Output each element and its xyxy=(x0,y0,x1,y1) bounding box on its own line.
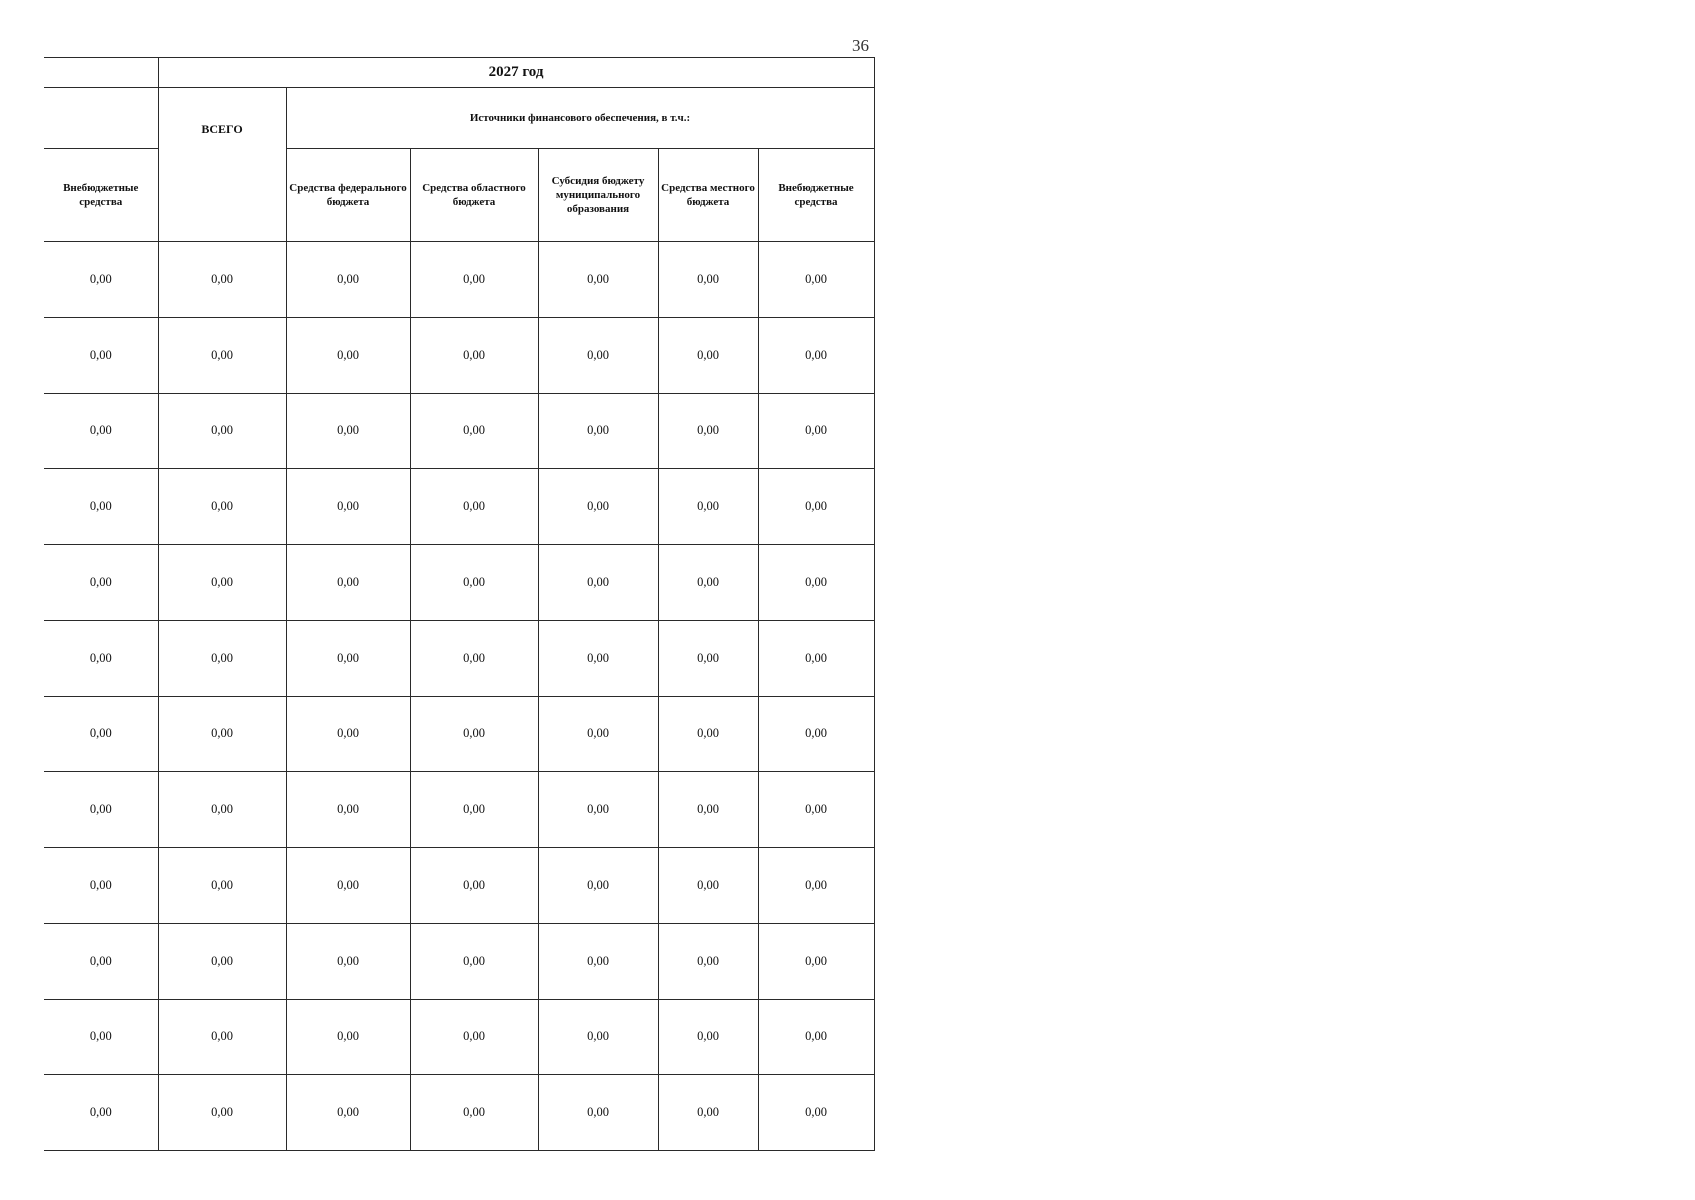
table-cell: 0,00 xyxy=(538,923,658,999)
column-header-federal: Средства федерального бюджета xyxy=(286,149,410,242)
table-cell: 0,00 xyxy=(538,393,658,469)
table-cell: 0,00 xyxy=(158,469,286,545)
table-cell: 0,00 xyxy=(286,469,410,545)
table-body xyxy=(44,242,874,1151)
table-cell: 0,00 xyxy=(44,393,158,469)
table-cell: 0,00 xyxy=(758,923,874,999)
funding-table-container xyxy=(44,57,874,1151)
table-cell: 0,00 xyxy=(538,848,658,924)
table-cell: 0,00 xyxy=(410,242,538,318)
table-cell: 0,00 xyxy=(286,923,410,999)
table-cell: 0,00 xyxy=(410,317,538,393)
table-header xyxy=(44,58,874,242)
table-cell: 0,00 xyxy=(410,620,538,696)
table-row xyxy=(44,620,874,696)
table-cell: 0,00 xyxy=(158,620,286,696)
table-cell: 0,00 xyxy=(410,393,538,469)
table-cell: 0,00 xyxy=(286,772,410,848)
table-cell: 0,00 xyxy=(658,393,758,469)
header-row-year xyxy=(44,58,874,88)
table-cell: 0,00 xyxy=(44,696,158,772)
table-cell: 0,00 xyxy=(410,1075,538,1151)
table-cell: 0,00 xyxy=(658,923,758,999)
column-header-regional: Средства областного бюджета xyxy=(410,149,538,242)
table-cell: 0,00 xyxy=(286,317,410,393)
table-cell: 0,00 xyxy=(658,545,758,621)
table-cell: 0,00 xyxy=(286,393,410,469)
table-cell: 0,00 xyxy=(758,1075,874,1151)
table-cell: 0,00 xyxy=(758,317,874,393)
table-cell: 0,00 xyxy=(44,545,158,621)
table-cell: 0,00 xyxy=(410,999,538,1075)
table-cell: 0,00 xyxy=(658,469,758,545)
table-cell: 0,00 xyxy=(410,848,538,924)
table-row xyxy=(44,469,874,545)
vsego-header: ВСЕГО xyxy=(158,88,286,242)
table-cell: 0,00 xyxy=(44,620,158,696)
table-cell: 0,00 xyxy=(44,999,158,1075)
table-cell: 0,00 xyxy=(658,242,758,318)
table-cell: 0,00 xyxy=(286,1075,410,1151)
table-cell: 0,00 xyxy=(658,696,758,772)
header-row-sources xyxy=(44,88,874,149)
column-header-offbudget: Внебюджетные средства xyxy=(758,149,874,242)
table-cell: 0,00 xyxy=(286,242,410,318)
table-cell: 0,00 xyxy=(758,545,874,621)
table-cell: 0,00 xyxy=(758,469,874,545)
table-cell: 0,00 xyxy=(44,1075,158,1151)
table-row xyxy=(44,242,874,318)
table-cell: 0,00 xyxy=(658,620,758,696)
table-row xyxy=(44,772,874,848)
table-cell: 0,00 xyxy=(44,772,158,848)
table-cell: 0,00 xyxy=(538,620,658,696)
table-cell: 0,00 xyxy=(410,923,538,999)
table-row xyxy=(44,545,874,621)
year-header: 2027 год xyxy=(158,58,874,88)
table-cell: 0,00 xyxy=(758,696,874,772)
table-cell: 0,00 xyxy=(158,772,286,848)
table-row xyxy=(44,317,874,393)
table-cell: 0,00 xyxy=(158,393,286,469)
table-cell: 0,00 xyxy=(538,317,658,393)
table-cell: 0,00 xyxy=(286,999,410,1075)
table-row xyxy=(44,848,874,924)
table-cell: 0,00 xyxy=(538,772,658,848)
table-cell: 0,00 xyxy=(410,772,538,848)
table-cell: 0,00 xyxy=(758,242,874,318)
table-cell: 0,00 xyxy=(44,469,158,545)
table-cell: 0,00 xyxy=(758,848,874,924)
table-cell: 0,00 xyxy=(758,393,874,469)
table-cell: 0,00 xyxy=(44,317,158,393)
table-cell: 0,00 xyxy=(158,1075,286,1151)
page-number: 36 xyxy=(852,36,869,55)
table-cell: 0,00 xyxy=(158,923,286,999)
column-header-offbudget-left: Внебюджетные средства xyxy=(44,149,158,242)
table-row xyxy=(44,393,874,469)
table-cell: 0,00 xyxy=(44,848,158,924)
table-row xyxy=(44,1075,874,1151)
table-cell: 0,00 xyxy=(410,469,538,545)
table-cell: 0,00 xyxy=(410,696,538,772)
header-blank-cell xyxy=(44,58,158,88)
table-cell: 0,00 xyxy=(286,620,410,696)
header-blank-cell xyxy=(44,88,158,149)
table-cell: 0,00 xyxy=(658,848,758,924)
table-cell: 0,00 xyxy=(538,999,658,1075)
table-cell: 0,00 xyxy=(538,469,658,545)
table-cell: 0,00 xyxy=(538,545,658,621)
table-cell: 0,00 xyxy=(758,999,874,1075)
table-cell: 0,00 xyxy=(44,923,158,999)
table-cell: 0,00 xyxy=(44,242,158,318)
sources-header: Источники финансового обеспечения, в т.ч.: xyxy=(286,88,874,149)
column-header-subsidy: Субсидия бюджету муниципального образования xyxy=(538,149,658,242)
funding-table xyxy=(44,57,875,1151)
table-cell: 0,00 xyxy=(758,772,874,848)
table-row xyxy=(44,696,874,772)
table-cell: 0,00 xyxy=(158,999,286,1075)
table-row xyxy=(44,923,874,999)
table-row xyxy=(44,999,874,1075)
table-cell: 0,00 xyxy=(158,242,286,318)
table-cell: 0,00 xyxy=(158,317,286,393)
table-cell: 0,00 xyxy=(286,848,410,924)
table-cell: 0,00 xyxy=(758,620,874,696)
table-cell: 0,00 xyxy=(538,1075,658,1151)
table-cell: 0,00 xyxy=(658,317,758,393)
column-header-local: Средства местного бюджета xyxy=(658,149,758,242)
table-cell: 0,00 xyxy=(410,545,538,621)
table-cell: 0,00 xyxy=(538,696,658,772)
table-cell: 0,00 xyxy=(658,999,758,1075)
table-cell: 0,00 xyxy=(158,545,286,621)
table-cell: 0,00 xyxy=(158,848,286,924)
table-cell: 0,00 xyxy=(658,1075,758,1151)
table-cell: 0,00 xyxy=(286,545,410,621)
table-cell: 0,00 xyxy=(538,242,658,318)
table-cell: 0,00 xyxy=(158,696,286,772)
table-cell: 0,00 xyxy=(286,696,410,772)
table-cell: 0,00 xyxy=(658,772,758,848)
